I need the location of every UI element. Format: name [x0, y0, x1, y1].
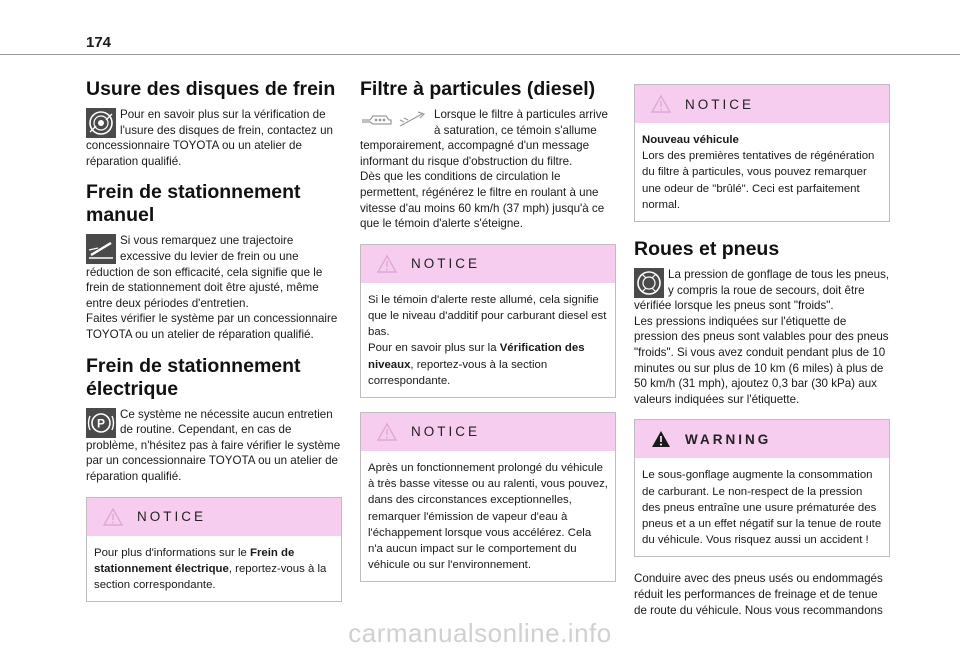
parking-lever-icon [86, 234, 116, 264]
notice-text-post: , reportez-vous à la section correspondante. [94, 562, 327, 591]
wheels-tyres-title: Roues et pneus [634, 238, 780, 261]
warning-triangle-icon [651, 430, 671, 448]
manual-parking-brake-text-1: Si vous remarquez une trajectoire excessive du levier de frein ou une réduction de son efficacité, cela signifie que le frein de stationnement doit être ajusté, même entre deux périodes d'entretien. [86, 234, 323, 310]
notice-new-vehicle-heading: Nouveau véhicule [642, 134, 739, 146]
notice-text-pre: Pour plus d'informations sur le [94, 546, 251, 559]
notice-title: NOTICE [685, 96, 755, 112]
notice-body [361, 283, 615, 397]
notice-box-new-vehicle [634, 84, 890, 222]
electric-parking-brake-section [86, 407, 342, 485]
wheels-tyres-text-2: Les pressions indiquées sur l'étiquette de pression des pneus sont valables pour des pneus "froids". Si vous avez conduit pendant plus de 10 minutes ou sur plus de 10 km (6 miles) à plus de 50 km/h (31 mph), ajoutez 0,3 bar (30 kPa) aux valeurs indiquées sur l'étiquette. [634, 314, 889, 406]
manual-parking-brake-section [86, 233, 342, 342]
page-number: 174 [86, 34, 112, 51]
svg-text:P: P [96, 416, 106, 431]
electric-parking-brake-text: Ce système ne nécessite aucun entretien de routine. Cependant, en cas de problème, n'hésitez pas à faire vérifier le système par un concessionnaire TOYOTA ou un atelier de réparation qualifié. [86, 407, 341, 483]
notice-header [635, 85, 889, 123]
brake-disc-wear-title: Usure des disques de frein [86, 78, 336, 100]
notice-title: NOTICE [411, 256, 481, 272]
notice-body [635, 123, 889, 221]
notice-text-pre: Pour en savoir plus sur la [368, 342, 500, 355]
header-rule [0, 54, 960, 55]
brake-disc-wear-section [86, 107, 342, 169]
warning-title: WARNING [685, 431, 772, 447]
notice-text-bold: Vérification des niveaux [368, 342, 585, 371]
caution-triangle-icon [103, 508, 123, 526]
notice-header [361, 245, 615, 283]
column-2 [360, 78, 616, 596]
wheels-tyres-section [634, 267, 890, 407]
notice-body [361, 451, 615, 581]
notice-title: NOTICE [411, 424, 481, 440]
notice-text-post: , reportez-vous à la section correspondante. [368, 358, 548, 387]
worn-tyres-text: Conduire avec des pneus usés ou endommagés réduit les performances de freinage et de tenue de route du véhicule. Nous vous recommandons [634, 572, 883, 617]
notice-additive-text: Si le témoin d'alerte reste allumé, cela signifie que le niveau d'additif pour carburant diesel est bas. [368, 293, 607, 339]
electric-parking-brake-icon [86, 408, 116, 438]
notice-box-additive [360, 244, 616, 398]
particle-filter-title: Filtre à particules (diesel) [360, 78, 596, 100]
notice-vapour-text: Après un fonctionnement prolongé du véhicule à très basse vitesse ou au ralenti, vous pouvez, dans des circonstances exceptionnelles, remarquer l'émission de vapeur d'eau à l'échappement lorsque vous accélérez. Cela n'a aucun impact sur le comportement du véhicule ou sur l'environnement. [368, 461, 608, 572]
caution-triangle-icon [651, 95, 671, 113]
electric-parking-brake-title: Frein de stationnement électrique [86, 354, 301, 400]
notice-box-vapour [360, 412, 616, 582]
warning-box-underinflation [634, 419, 890, 557]
caution-triangle-icon [377, 255, 397, 273]
notice-header [87, 498, 341, 536]
notice-text-bold: Frein de stationnement électrique [94, 546, 295, 575]
caution-triangle-icon [377, 423, 397, 441]
particle-filter-warning-icon [360, 108, 428, 134]
brake-disc-wear-text: Pour en savoir plus sur la vérification de l'usure des disques de frein, contactez un concessionnaire TOYOTA ou un atelier de réparation qualifié. [86, 108, 333, 168]
watermark: carmanualsonline.info [348, 618, 612, 648]
wheels-tyres-text-1: La pression de gonflage de tous les pneus, y compris la roue de secours, doit être vérifiée lorsque les pneus sont "froids". [634, 268, 890, 313]
notice-body [87, 536, 341, 602]
notice-new-vehicle-text: Lors des premières tentatives de régénération du filtre à particules, vous pouvez remarquer une odeur de "brûlé". Ceci est parfaitement normal. [642, 150, 875, 211]
warning-text: Le sous-gonflage augmente la consommation de carburant. Le non-respect de la pression des pneus entraîne une usure prématurée des pneus et a un effet négatif sur la tenue de route du véhicule. Vous risquez aussi un accident ! [642, 469, 882, 547]
column-1 [86, 78, 342, 616]
brake-disc-icon [86, 108, 116, 138]
notice-header [361, 413, 615, 451]
particle-filter-section [360, 107, 616, 232]
warning-header [635, 420, 889, 458]
particle-filter-text-1: Lorsque le filtre à particules arrive à saturation, ce témoin s'allume temporairement, accompagné d'un message informant du risque d'obstruction du filtre. [360, 108, 608, 168]
manual-parking-brake-text-2: Faites vérifier le système par un concessionnaire TOYOTA ou un atelier de réparation qualifié. [86, 312, 338, 341]
particle-filter-text-2: Dès que les conditions de circulation le permettent, régénérez le filtre en roulant à une vitesse d'au moins 60 km/h (37 mph) jusqu'à ce que le témoin d'alerte s'éteigne. [360, 170, 605, 231]
notice-box-electric-brake [86, 497, 342, 603]
manual-parking-brake-title: Frein de stationnement manuel [86, 181, 301, 227]
warning-body [635, 458, 889, 556]
notice-title: NOTICE [137, 509, 207, 524]
column-3 [634, 78, 890, 618]
tyre-icon [634, 268, 664, 298]
